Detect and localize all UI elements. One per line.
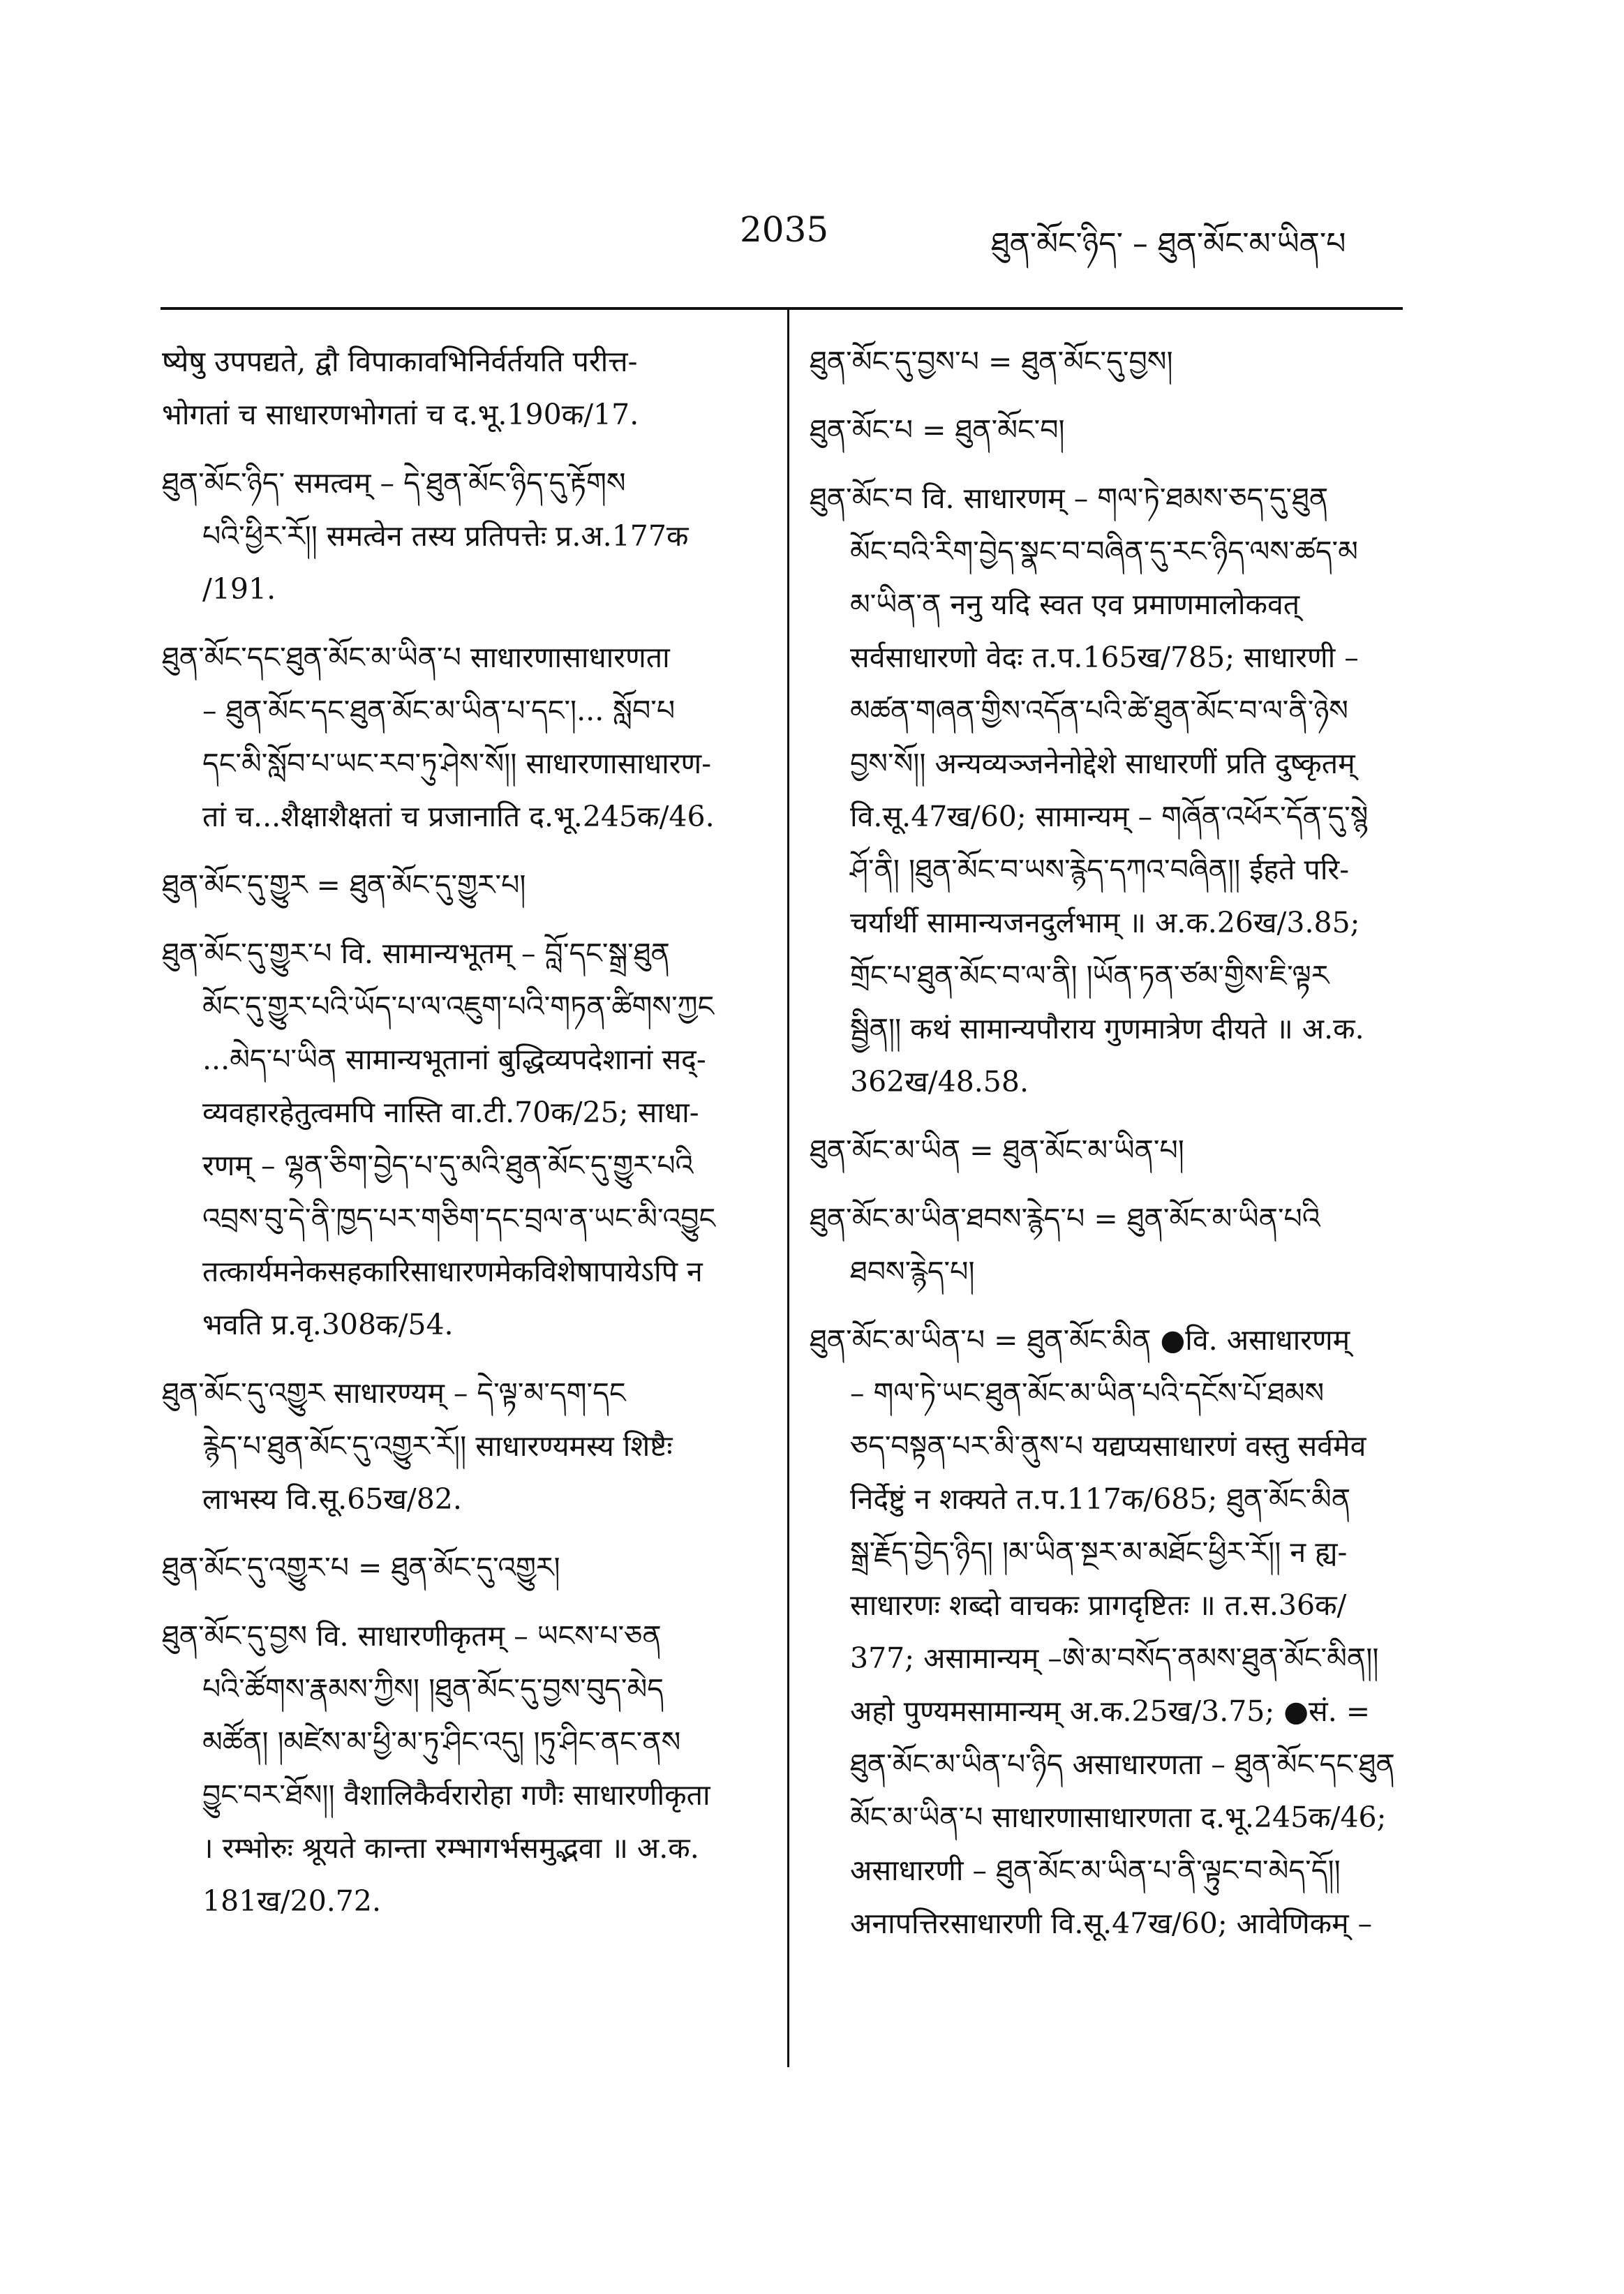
- dictionary-entry: [810, 1192, 1410, 1298]
- entry-line: असाधारणी – ཐུན་མོང་མ་ཡིན་པ་ནི་ལྟུང་བ་མེད་དོ།།: [850, 1854, 1341, 1887]
- entry-line: 181ख/20.72.: [202, 1884, 382, 1918]
- entry-line: མོང་བའི་རིག་བྱེད་སྣང་བ་བཞིན་དུ་རང་ཉིད་ལས་ཚད་མ: [850, 535, 1358, 568]
- entry-line: པའི་ཕྱིར་རོ།། समत्वेन तस्य प्रतिपत्तेः प्र.अ.177क: [202, 519, 689, 553]
- entry-headword-line: ཐུན་མོང་མ་ཡིན་པ = ཐུན་མོང་མིན ●वि. असाधारणम्: [810, 1323, 1350, 1357]
- dictionary-entry: [810, 472, 1410, 1108]
- dictionary-entry: [810, 335, 1410, 388]
- entry-line: འབྲས་བུ་དེ་ནི་ཁྱད་པར་གཅིག་དང་བྲལ་ན་ཡང་མི་འབྱུང: [202, 1202, 716, 1235]
- entry-headword-line: ཐུན་མོང་དུ་བྱས वि. साधारणीकृतम् – ཡངས་པ་ཅན: [162, 1619, 662, 1653]
- entry-line: तत्कार्यमनेकसहकारिसाधारणमेकविशेषापायेऽपि न: [202, 1255, 703, 1288]
- dictionary-entry: [162, 1366, 762, 1526]
- entry-line: བྱས་སོ།། अन्यव्यञ्जनेनोद्देशे साधारणीं प्रति दुष्कृतम्: [850, 747, 1355, 780]
- running-head: ཐུན་མོང་ཉིད་ – ཐུན་མོང་མ་ཡིན་པ: [991, 226, 1346, 262]
- entry-line: 377; असामान्यम् –ཨེ་མ་བསོད་ནམས་ཐུན་མོང་མིན།།: [850, 1641, 1379, 1675]
- entry-line: व्यवहारहेतुत्वमपि नास्ति वा.टी.70क/25; साधा-: [202, 1096, 699, 1129]
- entry-line: – ཐུན་མོང་དང་ཐུན་མོང་མ་ཡིན་པ་དང་།... སློབ་པ: [202, 694, 676, 727]
- dictionary-entry: [810, 1124, 1410, 1177]
- dictionary-entry: [162, 456, 762, 616]
- entry-line: निर्देष्टुं न शक्यते त.प.117क/685; ཐུན་མོང་མིན: [850, 1482, 1351, 1516]
- entry-line: ...མེད་པ་ཡིན सामान्यभूतानां बुद्धिव्यपदेशानां सद्-: [202, 1043, 706, 1076]
- entry-line: सर्वसाधारणो वेदः त.प.165ख/785; साधारणी –: [850, 641, 1359, 674]
- entry-line: མོང་དུ་གྱུར་པའི་ཡོད་པ་ལ་འཇུག་པའི་གཏན་ཚིགས་ཀྱང: [202, 990, 715, 1023]
- entry-line: अनापत्तिरसाधारणी वि.सू.47ख/60; आवेणिकम् –: [850, 1907, 1373, 1940]
- entry-headword-line: ཐུན་མོང་པ = ཐུན་མོང་བ།: [810, 413, 1065, 447]
- entry-headword-line: ཐུན་མོང་ཉིད་ समत्वम् – དེ་ཐུན་མོང་ཉིད་དུ་རྟོགས: [162, 466, 626, 500]
- dictionary-entry: [162, 858, 762, 911]
- dictionary-entry: [162, 927, 762, 1351]
- entry-line: वि.सू.47ख/60; सामान्यम् – གཞོན་འཕོར་དོན་དུ་སྙེ: [850, 800, 1369, 833]
- dictionary-entry: [162, 631, 762, 843]
- entry-line: 362ख/48.58.: [850, 1065, 1029, 1098]
- entry-line: ཅད་བསྟན་པར་མི་ནུས་པ यद्यप्यसाधारणं वस्तु सर्वमेव: [850, 1429, 1366, 1463]
- entry-line: भवति प्र.वृ.308क/54.: [202, 1308, 454, 1341]
- entry-headword-line: ཐུན་མོང་དུ་གྱུར = ཐུན་མོང་དུ་གྱུར་པ།: [162, 868, 526, 902]
- entry-line: रणम् – ལྷན་ཅིག་བྱེད་པ་དུ་མའི་ཐུན་མོང་དུ་གྱུར་པའི: [202, 1149, 694, 1182]
- entry-line: भोगतां च साधारणभोगतां च द.भू.190क/17.: [162, 398, 639, 431]
- dictionary-entry: [162, 1609, 762, 1928]
- entry-line: གྲོང་པ་ཐུན་མོང་བ་ལ་ནི། །ཡོན་ཏན་ཙམ་གྱིས་ཇི་ལྟར: [850, 959, 1329, 992]
- entry-line: པའི་ཚོགས་རྣམས་ཀྱིས། །ཐུན་མོང་དུ་བྱས་བུད་མེད: [202, 1672, 664, 1706]
- entry-line: མཚོན། །མཛེས་མ་ཕྱི་མ་ཏུ་ཤིང་འདུ། །ཏུ་ཤིང་ནང་ནས: [202, 1725, 681, 1759]
- entry-line: མོང་མ་ཡིན་པ साधारणासाधारणता द.भू.245क/46;: [850, 1801, 1387, 1834]
- column-divider: [787, 308, 789, 2067]
- entry-continuation: [162, 335, 762, 441]
- entry-line: དང་མི་སློབ་པ་ཡང་རབ་ཏུ་ཤེས་སོ།། साधारणासाधारण-: [202, 747, 712, 780]
- left-column: [162, 335, 762, 1943]
- dictionary-entry: [162, 1541, 762, 1594]
- entry-headword-line: ཐུན་མོང་དུ་གྱུར་པ वि. सामान्यभूतम् – བློ་དང་སྒྲ་ཐུན: [162, 937, 670, 970]
- entry-line: तां च...शैक्षाशैक्षतां च प्रजानाति द.भू.245क/46.: [202, 800, 715, 833]
- entry-line: རྙེད་པ་ཐུན་མོང་དུ་འགྱུར་རོ།། साधारण्यमस्य शिष्टैः: [202, 1429, 673, 1463]
- entry-line: लाभस्य वि.सू.65ख/82.: [202, 1482, 462, 1516]
- entry-line: साधारणः शब्दो वाचकः प्रागदृष्टितः ॥ त.स.36क/: [850, 1588, 1347, 1622]
- entry-headword-line: ཐུན་མོང་མ་ཡིན = ཐུན་མོང་མ་ཡིན་པ།: [810, 1133, 1184, 1167]
- entry-line: སྦྱིན།། कथं सामान्यपौराय गुणमात्रेण दीयते ॥ अ.क.: [850, 1012, 1364, 1045]
- entry-headword-line: ཐུན་མོང་དང་ཐུན་མོང་མ་ཡིན་པ साधारणासाधारणता: [162, 641, 670, 674]
- page-number: 2035: [740, 209, 829, 250]
- top-rule: [161, 307, 1403, 310]
- entry-line: । रम्भोरुः श्रूयते कान्ता रम्भागर्भसमुद्भवा ॥ अ.क.: [202, 1831, 699, 1865]
- entry-line: ष्येषु उपपद्यते, द्वौ विपाकावभिनिर्वर्तयति परीत्त-: [162, 345, 638, 378]
- entry-line: – གལ་ཏེ་ཡང་ཐུན་མོང་མ་ཡིན་པའི་དངོས་པོ་ཐམས: [850, 1376, 1325, 1410]
- entry-line: ཤོ་ནི། །ཐུན་མོང་བ་ཡས་རྙེད་དཀའ་བཞིན།། ईहते परि-: [850, 853, 1350, 886]
- dictionary-entry: [810, 403, 1410, 456]
- entry-line: चर्यार्थी सामान्यजनदुर्लभाम् ॥ अ.क.26ख/3.85;: [850, 906, 1360, 939]
- entry-headword-line: ཐུན་མོང་བ वि. साधारणम् – གལ་ཏེ་ཐམས་ཅད་དུ་ཐུན: [810, 482, 1329, 515]
- entry-line: अहो पुण्यमसामान्यम् अ.क.25ख/3.75; ●सं. =: [850, 1695, 1371, 1728]
- entry-line: སྒྲ་རྗོད་བྱེད་ཉིད། །མ་ཡིན་སྔར་མ་མཐོང་ཕྱིར་རོ།། न ह्य-: [850, 1535, 1348, 1569]
- right-column: [810, 335, 1410, 1965]
- entry-line: བྱུང་བར་ཐོས།། वैशालिकैर्वरारोहा गणैः साधारणीकृता: [202, 1778, 710, 1812]
- entry-line: ཐབས་རྙེད་པ།: [850, 1255, 975, 1288]
- dictionary-entry: [810, 1313, 1410, 1950]
- entry-line: /191.: [202, 572, 276, 606]
- entry-headword-line: ཐུན་མོང་དུ་འགྱུར་པ = ཐུན་མོང་དུ་འགྱུར།: [162, 1551, 560, 1584]
- entry-headword-line: ཐུན་མོང་མ་ཡིན་ཐབས་རྙེད་པ = ཐུན་མོང་མ་ཡིན་པའི: [810, 1202, 1320, 1235]
- entry-headword-line: ཐུན་མོང་དུ་བྱས་པ = ཐུན་མོང་དུ་བྱས།: [810, 345, 1173, 378]
- entry-headword-line: ཐུན་མོང་དུ་འགྱུར साधारण्यम् – དེ་ལྟ་མ་དག་དང: [162, 1376, 626, 1410]
- entry-line: ཐུན་མོང་མ་ཡིན་པ་ཉིད असाधारणता – ཐུན་མོང་དང་ཐུན: [850, 1748, 1395, 1781]
- entry-line: མཚན་གཞན་གྱིས་འདོན་པའི་ཚེ་ཐུན་མོང་བ་ལ་ནི་ཉེས: [850, 694, 1348, 727]
- entry-line: མ་ཡིན་ན ननु यदि स्वत एव प्रमाणमालोकवत्: [850, 588, 1300, 621]
